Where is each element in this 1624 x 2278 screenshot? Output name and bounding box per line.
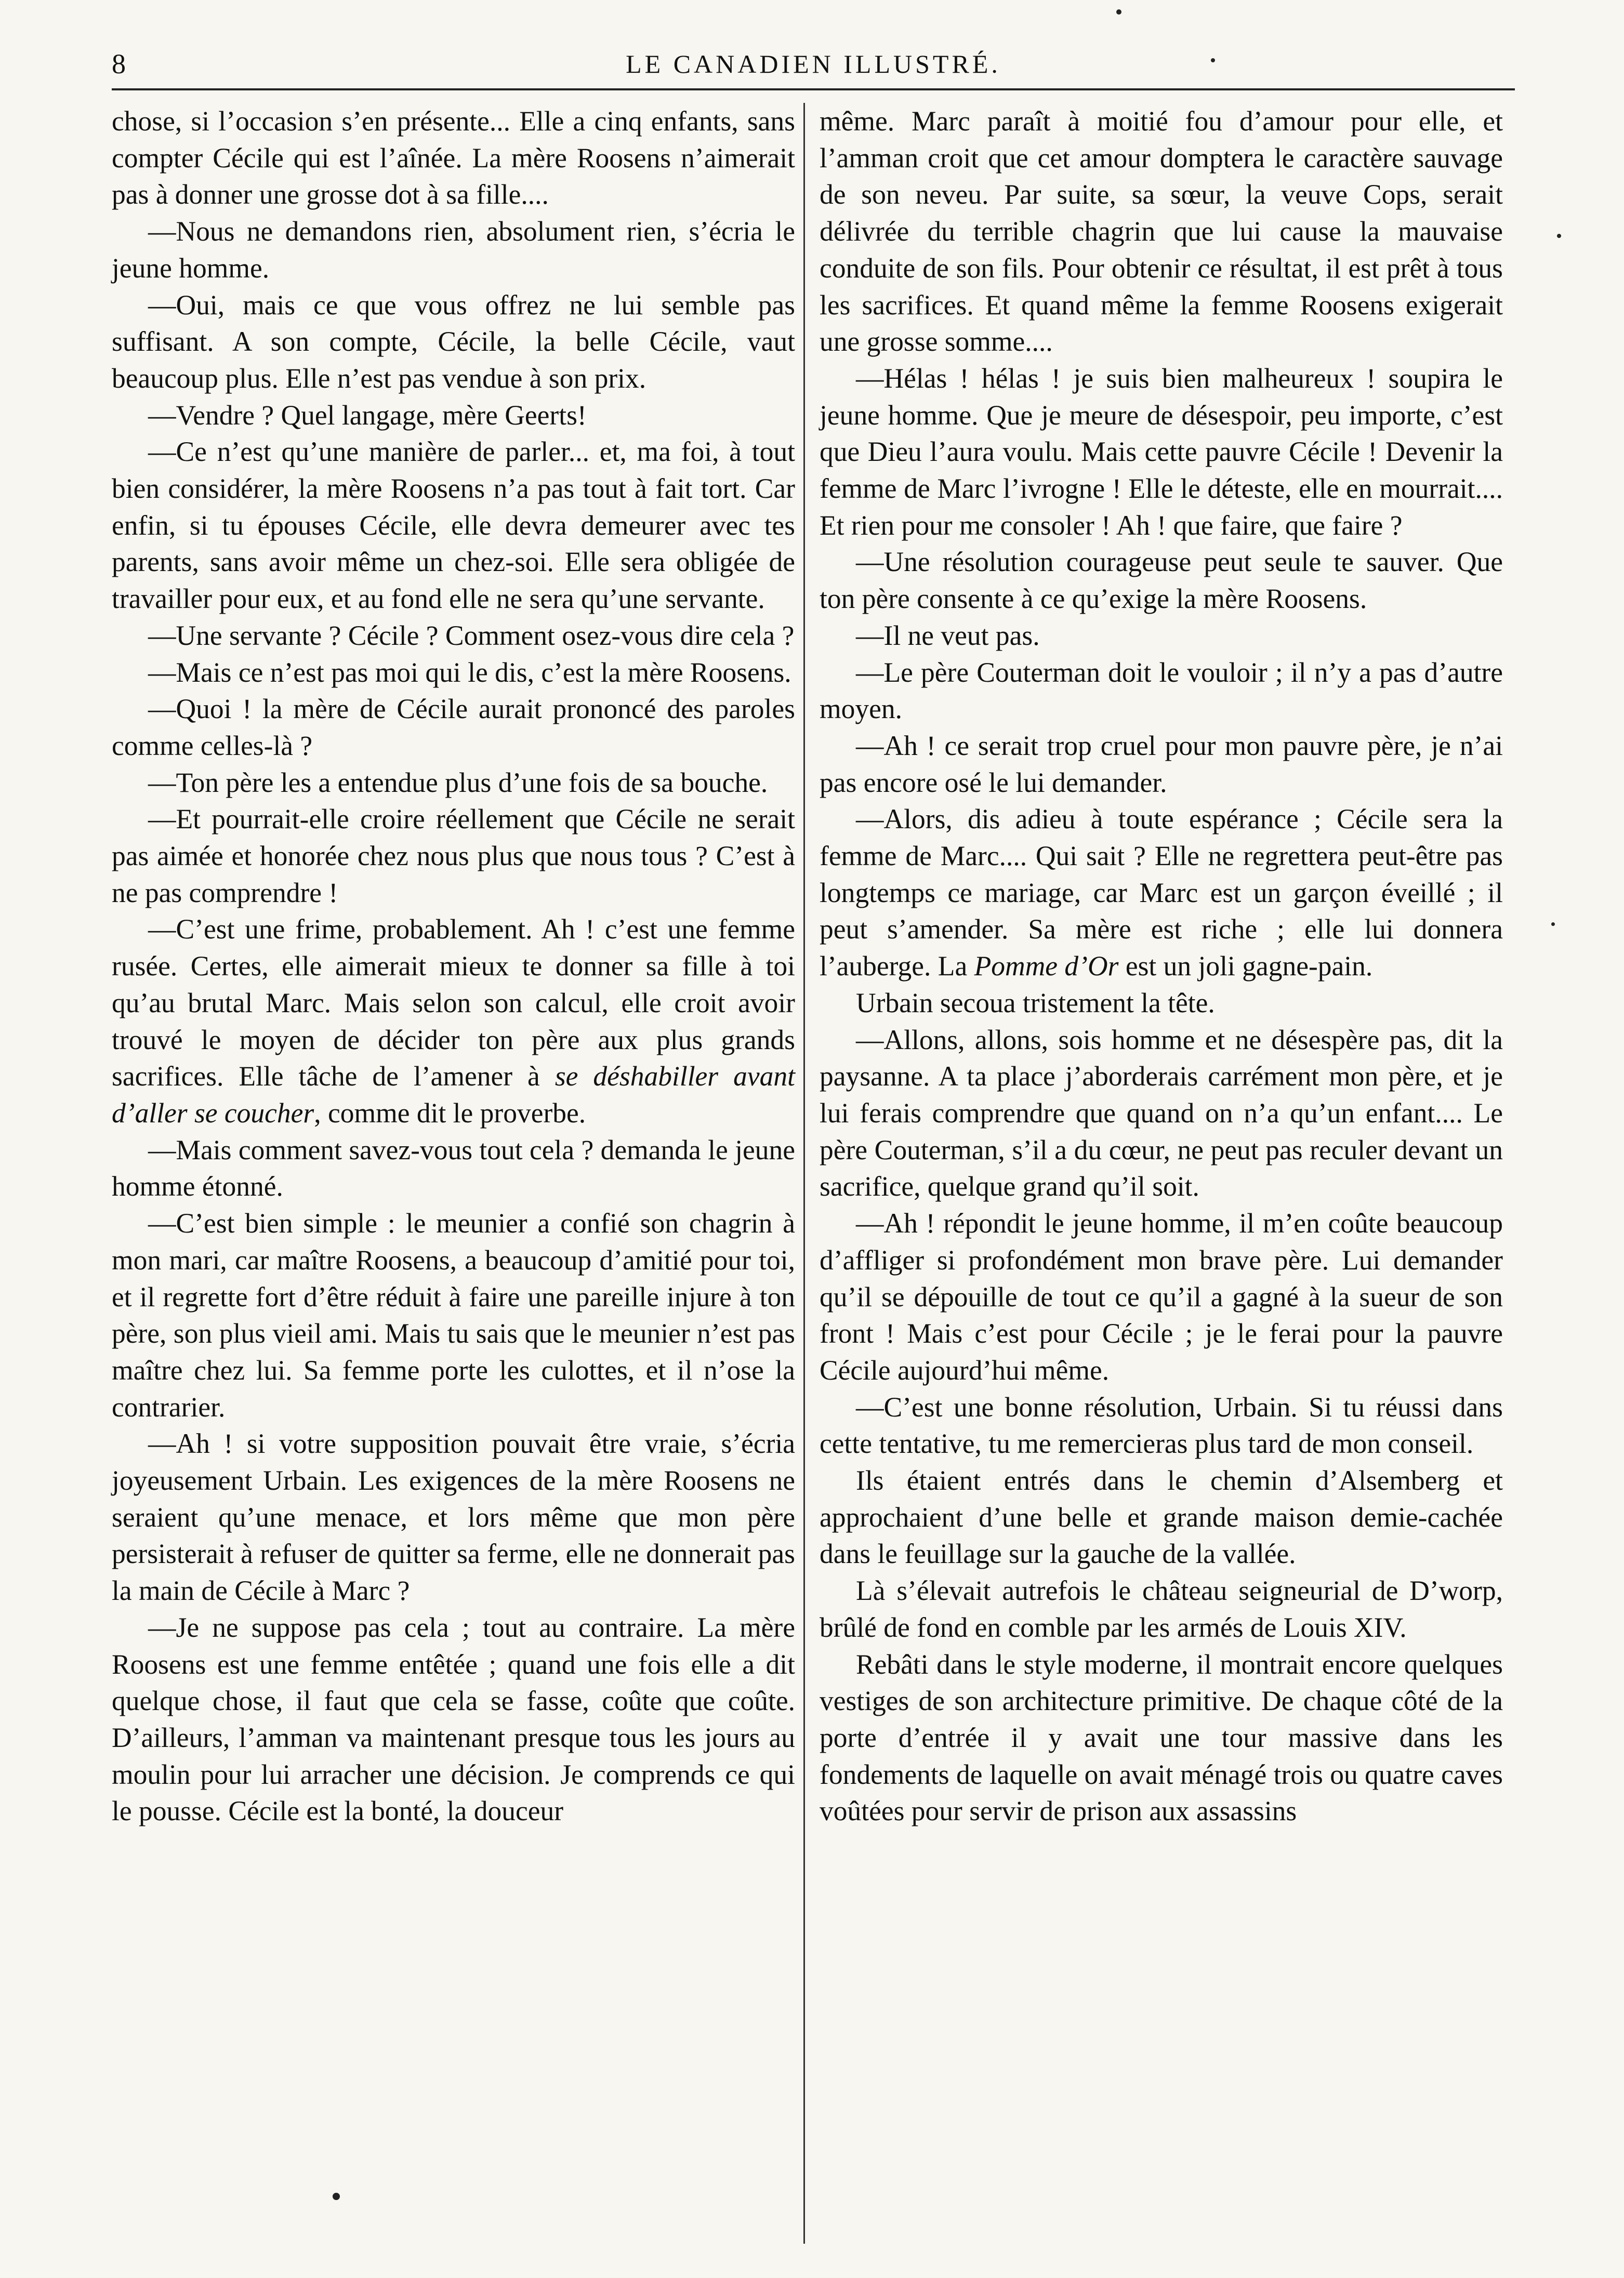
paragraph: —Vendre ? Quel langage, mère Geerts! (148, 399, 587, 431)
left-column (112, 103, 795, 1830)
paragraph: —C’est bien simple : le meunier a confié son chagrin à mon mari, car maître Roosens, a beaucoup d’amitié pour toi, et il regrette fort d’être réduit à faire une pareille injure à ton père, son plus vieil ami. Mais tu sais que le meunier n’est pas maître chez lui. Sa femme porte les culottes, et il n’ose la contrarier. (112, 1208, 795, 1423)
print-speck (1551, 922, 1555, 926)
paragraph: Urbain secoua tristement la tête. (856, 987, 1215, 1018)
paragraph: —Une servante ? Cécile ? Comment osez-vous dire cela ? (148, 619, 795, 651)
paragraph: —Quoi ! la mère de Cécile aurait prononcé des paroles comme celles-là ? (112, 693, 795, 761)
running-title: LE CANADIEN ILLUSTRÉ. (626, 49, 1001, 78)
paragraph (112, 911, 795, 1131)
paragraph-text: La (938, 950, 974, 982)
column-divider (803, 103, 805, 2244)
header-rule (112, 88, 1515, 90)
paragraph: même. Marc paraît à moitié fou d’amour pour elle, et l’amman croit que cet amour domptera le caractère sauvage de son neveu. Par suite, sa sœur, la veuve Cops, serait délivrée du terrible chagrin que lui cause la mauvaise conduite de son fils. Pour obtenir ce résultat, il est prêt à tous les sacrifices. Et quand même la femme Roosens exigerait une grosse somme.... (820, 105, 1503, 357)
paragraph: —Ah ! ce serait trop cruel pour mon pauvre père, je n’ai pas encore osé le lui demander. (820, 730, 1503, 798)
pomme-dor-italic: Pomme d’Or (974, 950, 1119, 982)
paragraph-text: , comme dit le proverbe. (314, 1097, 586, 1129)
print-speck (1557, 234, 1561, 238)
paragraph-text: —Alors, dis adieu à toute espérance ; Cécile sera la femme de Marc.... Qui sait ? Elle ne regrettera peut-être pas longtemps ce mariage, car Marc est un garçon éveillé ; il peut s’amender. Sa mère est riche ; elle lui donnera l’auberge. (820, 803, 1503, 982)
paragraph (820, 801, 1503, 985)
paragraph: —Ton père les a entendue plus d’une fois de sa bouche. (148, 766, 768, 798)
paragraph: —Et pourrait-elle croire réellement que Cécile ne serait pas aimée et honorée chez nous plus que nous tous ? C’est à ne pas comprendre ! (112, 803, 795, 908)
page-header (112, 46, 1515, 82)
paragraph: Là s’élevait autrefois le château seigneurial de D’worp, brûlé de fond en comble par les armés de Louis XIV. (820, 1575, 1503, 1643)
paragraph: —Ah ! répondit le jeune homme, il m’en coûte beaucoup d’affliger si profondément mon brave père. Lui demander qu’il se dépouille de tout ce qu’il a gagné à la sueur de son front ! Mais c’est pour Cécile ; je le ferai pour la pauvre Cécile aujourd’hui même. (820, 1208, 1503, 1386)
paragraph: —Ah ! si votre supposition pouvait être vraie, s’écria joyeusement Urbain. Les exigences de la mère Roosens ne seraient qu’une menace, et lors même que mon père persisterait à refuser de quitter sa ferme, elle ne donnerait pas la main de Cécile à Marc ? (112, 1428, 795, 1607)
paragraph: Rebâti dans le style moderne, il montrait encore quelques vestiges de son architecture primitive. De chaque côté de la porte d’entrée il y avait une tour massive dans les fondements de laquelle on avait ménagé trois ou quatre caves voûtées pour servir de prison aux assassins (820, 1648, 1503, 1827)
paragraph: Ils étaient entrés dans le chemin d’Alsemberg et approchaient d’une belle et grande maison demie-cachée dans le feuillage sur la gauche de la vallée. (820, 1465, 1503, 1570)
right-column (820, 103, 1503, 1830)
paragraph: —Le père Couterman doit le vouloir ; il n’y a pas d’autre moyen. (820, 656, 1503, 725)
paragraph: —C’est une bonne résolution, Urbain. Si tu réussi dans cette tentative, tu me remercieras plus tard de mon conseil. (820, 1391, 1503, 1460)
paragraph-text: —C’est une frime, probablement. Ah ! c’est une femme rusée. Certes, elle aimerait mieux te donner sa fille à toi qu’au brutal Marc. Mais selon son calcul, elle croit avoir trouvé le moyen de décider ton père aux plus grands sacrifices. Elle tâche de l’amener à (112, 913, 795, 1092)
proverb-italic: se déshabiller avant d’aller se coucher (112, 1061, 795, 1129)
paragraph: chose, si l’occasion s’en présente... Elle a cinq enfants, sans compter Cécile qui est l’aînée. La mère Roosens n’aimerait pas à donner une grosse dot à sa fille.... (112, 105, 795, 210)
paragraph: —Mais comment savez-vous tout cela ? demanda le jeune homme étonné. (112, 1134, 795, 1202)
print-speck (1116, 9, 1121, 15)
paragraph: —Je ne suppose pas cela ; tout au contraire. La mère Roosens est une femme entêtée ; quand une fois elle a dit quelque chose, il faut que cela se fasse, coûte que coûte. D’ailleurs, l’amman va maintenant presque tous les jours au moulin pour lui arracher une décision. Je comprends ce qui le pousse. Cécile est la bonté, la douceur (112, 1611, 795, 1827)
paragraph: —Oui, mais ce que vous offrez ne lui semble pas suffisant. A son compte, Cécile, la belle Cécile, vaut beaucoup plus. Elle n’est pas vendue à son prix. (112, 289, 795, 394)
paragraph: —Allons, allons, sois homme et ne désespère pas, dit la paysanne. A ta place j’aborderais carrément mon père, et je lui ferais comprendre que quand on n’a qu’un enfant.... Le père Couterman, s’il a du cœur, ne peut pas reculer devant un sacrifice, quelque grand qu’il soit. (820, 1024, 1503, 1202)
paragraph: —Une résolution courageuse peut seule te sauver. Que ton père consente à ce qu’exige la mère Roosens. (820, 546, 1503, 615)
paragraph: —Nous ne demandons rien, absolument rien, s’écria le jeune homme. (112, 216, 795, 284)
page-number: 8 (112, 48, 126, 80)
print-speck (333, 2193, 340, 2200)
paragraph: —Ce n’est qu’une manière de parler... et, ma foi, à tout bien considérer, la mère Roosens n’a pas tout à fait tort. Car enfin, si tu épouses Cécile, elle devra demeurer avec tes parents, sans avoir même un chez-soi. Elle sera obligée de travailler pour eux, et au fond elle ne sera qu’une servante. (112, 436, 795, 615)
print-speck (1211, 58, 1215, 62)
paragraph: —Hélas ! hélas ! je suis bien malheureux ! soupira le jeune homme. Que je meure de désespoir, peu importe, c’est que Dieu l’aura voulu. Mais cette pauvre Cécile ! Devenir la femme de Marc l’ivrogne ! Elle le déteste, elle en mourrait.... Et rien pour me consoler ! Ah ! que faire, que faire ? (820, 362, 1503, 541)
paragraph-text: est un joli gagne-pain. (1118, 950, 1373, 982)
paragraph: —Il ne veut pas. (856, 619, 1040, 651)
paragraph: —Mais ce n’est pas moi qui le dis, c’est la mère Roosens. (148, 656, 791, 688)
